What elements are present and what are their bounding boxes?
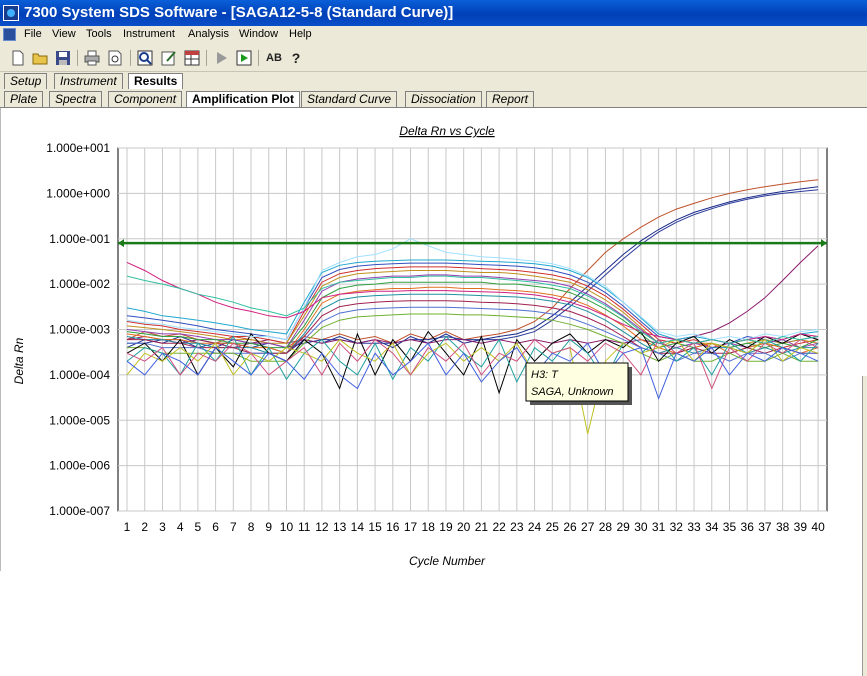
y-tick-label: 1.000e-005 bbox=[49, 413, 110, 428]
x-tick-label: 14 bbox=[350, 520, 365, 534]
tab-component[interactable]: Component bbox=[108, 91, 182, 107]
x-tick-label: 17 bbox=[403, 520, 418, 534]
y-tick-label: 1.000e-007 bbox=[49, 504, 110, 518]
tab-plate[interactable]: Plate bbox=[4, 91, 43, 107]
x-tick-label: 7 bbox=[229, 520, 237, 534]
toolbar-separator bbox=[206, 50, 207, 66]
x-tick-label: 16 bbox=[386, 520, 400, 534]
tab-setup[interactable]: Setup bbox=[4, 73, 47, 89]
y-tick-label: 1.000e+000 bbox=[46, 186, 110, 201]
toolbar-separator bbox=[77, 50, 78, 66]
x-tick-label: 15 bbox=[368, 520, 382, 534]
table-icon[interactable] bbox=[184, 50, 200, 66]
y-axis-label: Delta Rn bbox=[12, 337, 26, 385]
menu-instrument[interactable]: Instrument bbox=[123, 28, 175, 40]
y-tick-label: 1.000e-003 bbox=[49, 322, 110, 337]
open-folder-icon[interactable] bbox=[32, 50, 48, 66]
x-tick-label: 34 bbox=[705, 520, 719, 534]
x-tick-label: 20 bbox=[457, 520, 471, 534]
tooltip-sample: SAGA, Unknown bbox=[531, 386, 614, 398]
x-tick-label: 18 bbox=[421, 520, 435, 534]
x-tick-label: 27 bbox=[581, 520, 595, 534]
tooltip bbox=[526, 363, 632, 405]
x-tick-label: 31 bbox=[651, 520, 666, 534]
x-tick-label: 1 bbox=[123, 520, 131, 534]
tab-dissociation[interactable]: Dissociation bbox=[405, 91, 482, 107]
y-tick-label: 1.000e-001 bbox=[49, 231, 110, 246]
menu-tools[interactable]: Tools bbox=[86, 28, 112, 40]
x-tick-label: 30 bbox=[634, 520, 648, 534]
help-icon[interactable]: ? bbox=[291, 50, 301, 66]
grid bbox=[118, 148, 827, 511]
tab-results[interactable]: Results bbox=[128, 73, 183, 89]
x-tick-label: 37 bbox=[758, 520, 772, 534]
tab-amplification-plot[interactable]: Amplification Plot bbox=[186, 91, 300, 107]
x-tick-label: 35 bbox=[722, 520, 737, 534]
tab-report[interactable]: Report bbox=[486, 91, 534, 107]
vertical-scrollbar[interactable] bbox=[862, 376, 867, 676]
x-tick-label: 28 bbox=[598, 520, 613, 534]
menu-view[interactable]: View bbox=[52, 28, 76, 40]
x-tick-label: 22 bbox=[492, 520, 506, 534]
print-preview-icon[interactable] bbox=[107, 50, 123, 66]
menu-help[interactable]: Help bbox=[289, 28, 312, 40]
menu-window[interactable]: Window bbox=[239, 28, 279, 40]
x-tick-label: 12 bbox=[315, 520, 329, 534]
amplification-chart[interactable] bbox=[1, 108, 867, 571]
x-tick-label: 4 bbox=[176, 520, 184, 534]
y-tick-label: 1.000e+001 bbox=[46, 141, 110, 155]
x-tick-label: 8 bbox=[247, 520, 255, 534]
document-icon[interactable] bbox=[3, 28, 16, 41]
x-tick-label: 10 bbox=[279, 520, 294, 534]
amplification-plot-panel bbox=[0, 108, 867, 571]
tab-standard-curve[interactable]: Standard Curve bbox=[301, 91, 397, 107]
x-tick-label: 38 bbox=[775, 520, 790, 534]
x-tick-label: 13 bbox=[332, 520, 347, 534]
spell-check-icon[interactable]: AB bbox=[266, 52, 282, 64]
toolbar-separator bbox=[130, 50, 131, 66]
x-tick-label: 24 bbox=[527, 520, 542, 534]
y-tick-label: 1.000e-006 bbox=[49, 458, 110, 473]
y-tick-label: 1.000e-004 bbox=[49, 367, 110, 382]
tooltip-well: H3: T bbox=[531, 369, 558, 381]
zoom-icon[interactable] bbox=[137, 50, 153, 66]
tab-instrument[interactable]: Instrument bbox=[54, 73, 123, 89]
x-tick-label: 3 bbox=[159, 520, 166, 534]
title-bar bbox=[0, 0, 867, 26]
menu-analysis[interactable]: Analysis bbox=[188, 28, 229, 40]
x-tick-label: 36 bbox=[740, 520, 754, 534]
x-tick-label: 25 bbox=[545, 520, 559, 534]
save-icon[interactable] bbox=[55, 50, 71, 66]
chart-title: Delta Rn vs Cycle bbox=[399, 124, 495, 138]
x-tick-label: 11 bbox=[297, 520, 311, 534]
menu-file[interactable]: File bbox=[24, 28, 42, 40]
edit-icon[interactable] bbox=[161, 50, 177, 66]
x-tick-label: 39 bbox=[793, 520, 808, 534]
x-tick-label: 9 bbox=[265, 520, 273, 534]
x-tick-label: 40 bbox=[811, 520, 825, 534]
x-tick-label: 21 bbox=[474, 520, 489, 534]
x-tick-label: 5 bbox=[194, 520, 202, 534]
tab-spectra[interactable]: Spectra bbox=[49, 91, 102, 107]
new-file-icon[interactable] bbox=[10, 50, 26, 66]
y-tick-label: 1.000e-002 bbox=[49, 277, 110, 292]
x-tick-label: 26 bbox=[563, 520, 577, 534]
x-tick-label: 2 bbox=[141, 520, 149, 534]
results-tab-strip bbox=[0, 90, 867, 108]
toolbar bbox=[0, 44, 867, 72]
x-tick-label: 33 bbox=[687, 520, 701, 534]
run-icon[interactable] bbox=[236, 50, 252, 66]
top-tab-strip bbox=[0, 72, 867, 90]
print-icon[interactable] bbox=[84, 50, 100, 66]
menu-bar bbox=[0, 26, 867, 44]
window-title: 7300 System SDS Software - [SAGA12-5-8 (Standard Curve)] bbox=[24, 4, 454, 21]
play-icon[interactable] bbox=[213, 50, 229, 66]
x-tick-label: 29 bbox=[616, 520, 630, 534]
x-tick-label: 6 bbox=[212, 520, 219, 534]
toolbar-separator bbox=[258, 50, 259, 66]
app-icon[interactable] bbox=[3, 5, 19, 21]
x-tick-label: 32 bbox=[669, 520, 683, 534]
x-tick-label: 23 bbox=[510, 520, 524, 534]
x-tick-label: 19 bbox=[439, 520, 453, 534]
x-axis-label: Cycle Number bbox=[408, 554, 486, 568]
